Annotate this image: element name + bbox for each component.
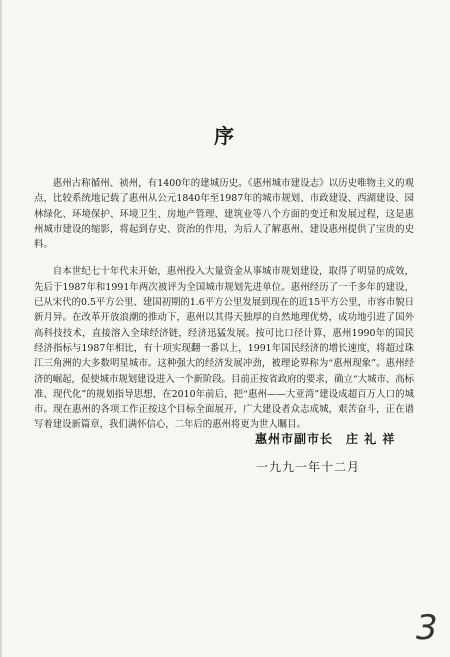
signature: 惠州市副市长 庄 礼 祥: [255, 432, 396, 446]
paragraph-2: 自本世纪七十年代末开始，惠州投入大量资金从事城市规划建设，取得了明显的成效，先后于1987年和1991年两次被评为全国城市规划先进单位。惠州经历了一千多年的建设，已从宋代的0.5平方公里、建国初期的1.6平方公里发展到现在的近15平方公里，市容市貌日新月异。在改革开放浪潮的推动下，惠州以其得天独厚的自然地理优势，成功地引进了国外高科技技术，直接溶入全球经济链，经济迅猛发展。按可比口径计算，惠州1990年的国民经济指标与1987年相比，有十项实现翻一番以上，1991年国民经济的增长速度，将超过珠江三角洲的大多数明星城市。这种强大的经济发展冲劲，被理论界称为“惠州现象”。惠州经济的崛起，促使城市规划建设进入一个新阶段。目前正按省政府的要求，确立“大城市、高标准、现代化”的规划指导思想，在2010年前后，把“惠州——大亚湾”建设成超百万人口的城市。现在惠州的各项工作正按这个目标全面展开，广大建设者众志成城，艰苦奋斗，正在谱写着建设新篇章，我们满怀信心，二年后的惠州将更为世人瞩目。: [34, 266, 414, 431]
body-text: [34, 176, 414, 433]
page-title: 序: [214, 124, 236, 148]
paragraph-1: 惠州古称循州、祯州，有1400年的建城历史。《惠州城市建设志》以历史唯物主义的观点，比较系统地记载了惠州从公元1840年至1987年的城市规划、市政建设、西湖建设、园林绿化、环境保护、环境卫生、房地产管理、建筑业等八个方面的变迁和发展过程，这是惠州城市建设的缩影，将起到存史、资治的作用，为后人了解惠州、建设惠州提供了宝贵的史料。: [34, 178, 414, 251]
date-line: 一九九一年十二月: [256, 460, 361, 474]
handwritten-page-number: 3: [416, 608, 438, 648]
